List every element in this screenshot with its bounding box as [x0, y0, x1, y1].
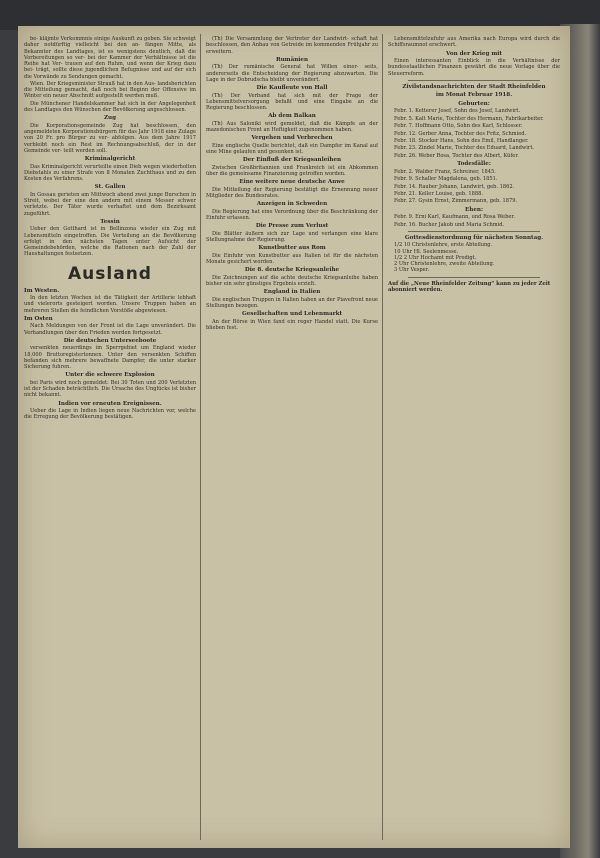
article-paragraph: In Gossau gerieten am Mittwoch abend zwei junge Burschen in Streit, wobei der eine den andern mit einem Messer schwer verletzte. Der Täter wurde verhaftet und dem Bezirksamt zugeführt. [24, 191, 196, 217]
list-item: Febr. 16. Bucher Jakob und Maria Schmid. [394, 221, 505, 228]
newspaper-page [18, 26, 570, 848]
article-paragraph: Die Mitteilung der Regierung bestätigt die Ernennung neuer Mitglieder des Bundesrates. [206, 186, 378, 199]
list-item: Febr. 9. Schaller Magdalena, geb. 1851. [394, 176, 498, 183]
section-heading: Zug [103, 115, 117, 122]
list-item: Febr. 23. Zindel Marie, Tochter des Eduard, Landwirt. [394, 145, 535, 152]
section-heading: Im Osten [24, 315, 53, 322]
list-item: Febr. 9. Erni Karl, Kaufmann, und Rosa Weber. [394, 214, 515, 221]
column-rule [382, 34, 383, 840]
article-paragraph: Die Blätter äußern sich zur Lage und verlangen eine klare Stellungnahme der Regierung. [206, 230, 378, 243]
civil-registry-subheading: im Monat Februar 1918. [435, 92, 513, 99]
article-paragraph: (Th) Die Versammlung der Vertreter der Landwirt- schaft hat beschlossen, den Anbau von Getreide im kommenden Frühjahr zu erweitern. [206, 36, 378, 55]
article-paragraph: An der Börse in Wien fand ein reger Handel statt. Die Kurse blieben fest. [206, 318, 378, 331]
civil-registry-heading: Zivilstandsnachrichten der Stadt Rheinfelden [402, 83, 546, 90]
section-heading: Anzeigen in Schweden [256, 201, 328, 208]
article-paragraph: Einen interessanten Einblick in die Verhältnisse der bundesstaatlichen Finanzen gewährt die neue Vorlage über die Steuerreform. [388, 58, 560, 77]
article-paragraph: In den letzten Wochen ist die Tätigkeit der Artillerie lebhaft und vielerorts gesteigert worden. Unsere Truppen haben an mehreren Stellen die feindlichen Vorstöße abgewiesen. [24, 295, 196, 314]
deaths-heading: Todesfälle: [457, 161, 491, 168]
article-paragraph: Ueber die Lage in Indien liegen neue Nachrichten vor, welche die Erregung der Bevölkerung bestätigen. [24, 408, 196, 421]
list-item: Febr. 12. Gerber Anna, Tochter des Fritz, Schmied. [394, 130, 527, 137]
article-paragraph: Zwischen Großbritannien und Frankreich ist ein Abkommen über die gemeinsame Finanzierung getroffen worden. [206, 164, 378, 177]
list-item: Febr. 2. Walder Franz, Schreiner, 1845. [394, 168, 496, 175]
section-heading: Eine weitere neue deutsche Anwe [239, 179, 345, 186]
article-paragraph: Ueber den Gotthard ist in Bellinzona wieder ein Zug mit Lebensmitteln eingetroffen. Die Verteilung an die Bevölkerung erfolgt in den nächsten Tagen unter Aufsicht der Gemeindebehörden, welche die Rationen nach der Zahl der Haushaltungen festsetzen. [24, 226, 196, 258]
list-item: Febr. 1. Ketterer Josef, Sohn des Josef, Landwirt. [394, 108, 521, 115]
section-heading: Indien vor erneuten Ereignissen. [58, 400, 162, 407]
column-left [24, 36, 196, 836]
divider [408, 80, 540, 81]
article-paragraph: Die Münchener Handelskammer hat sich in der Angelegenheit des Landtages den Wünschen der Bevölkerung angeschlossen. [24, 100, 196, 114]
section-heading: Die Presse zum Verlust [255, 223, 329, 230]
article-paragraph: Die Regierung hat eine Verordnung über die Beschränkung der Einfuhr erlassen. [206, 208, 378, 221]
list-item: Febr. 14. Rauber Johann, Landwirt, geb. 1862. [394, 183, 515, 190]
column-right [388, 36, 560, 836]
article-paragraph: (Th) Aus Saloniki wird gemeldet, daß die Kämpfe an der mazedonischen Front an Heftigkeit zugenommen haben. [206, 120, 378, 133]
section-heading: Kunstbutter aus Rom [258, 245, 326, 252]
article-paragraph: Wien. Der Kriegsminister Strauß hat in den Aus- landsberichten die Mitteilung gemacht, daß noch bei Beginn der Offensive im Winter ein neuer Abschnitt aufgestellt werden muß. [24, 80, 196, 100]
list-item: 10 Uhr Hl. Seelenmesse. [394, 248, 459, 255]
divider [408, 277, 540, 278]
article-paragraph: Die englischen Truppen in Italien haben an der Piavefront neue Stellungen bezogen. [206, 296, 378, 309]
section-heading: Die Kaufleute von Hall [256, 85, 328, 91]
list-item: 2 Uhr Christenlehre, zweite Abteilung. [394, 261, 495, 268]
list-item: Febr. 18. Stocker Hans, Sohn des Emil, Handlanger. [394, 138, 529, 144]
article-paragraph: bei Paris wird noch gemeldet: Bei 30 Toten und 200 Verletzten ist der Schaden beträchtlich. Die Ursache des Unglücks ist bisher nicht bekannt. [24, 379, 196, 399]
section-heading: Tessin [100, 218, 120, 225]
article-paragraph: Eine englische Quelle berichtet, daß ein Dampfer im Kanal auf eine Mine gelaufen und gesunken ist. [206, 142, 378, 155]
list-item: Febr. 26. Weber Rosa, Tochter des Albert, Küfer. [394, 152, 519, 159]
section-heading: Von der Krieg mit [446, 50, 502, 57]
ausland-heading: Ausland [68, 263, 152, 284]
section-heading: Ab dem Balkan [268, 113, 316, 120]
article-paragraph: Das Kriminalgericht verurteilte einen Dieb wegen wiederholten Diebstahls zu einer Strafe von 8 Monaten Zuchthaus und zu den Kosten des Verfahrens. [24, 163, 196, 183]
list-item: Febr. 5. Kalt Marie, Tochter des Hermann, Fabrikarbeiter. [394, 115, 544, 122]
service-schedule-heading: Gottesdienstordnung für nächsten Sonntag. [404, 234, 544, 241]
service-list [388, 242, 560, 273]
divider [408, 231, 540, 232]
section-heading: Der Einfluß der Kriegsanleihen [242, 157, 342, 164]
list-item: 1/2 10 Christenlehre, erste Abteilung. [394, 242, 493, 249]
section-heading: Vergehen und Verbrechen [251, 135, 333, 142]
list-item: Febr. 27. Gysin Ernst, Zimmermann, geb. 1879. [394, 198, 518, 205]
article-paragraph: versenkten neuerdings im Sperrgebiet um England wieder 18,000 Bruttoregistertonnen. Unter den versenkten Schiffen befanden sich mehrere bewaffnete Dampfer, die unter starker Sicherung fuhren. [24, 345, 196, 371]
section-heading: Kriminalgericht [84, 156, 136, 163]
article-paragraph: (Th) Der Verband hat sich mit der Frage der Lebensmittelversorgung befaßt und eine Eingabe an die Regierung beschlossen. [206, 92, 378, 111]
section-heading: Die deutschen Unterseeboote [63, 337, 157, 344]
section-heading: England in Italien [263, 289, 321, 296]
section-heading: Rumänien [275, 56, 309, 63]
section-heading: Gesellschaften und Lebenmarkt [241, 311, 343, 318]
article-paragraph: be- kläjmte Verkommnis einige Auskunft zu geben. Sie schweigt daher notdürftig vielleicht bei den an- fängen Mitte, als Bekannter des Landtages, ist es wenigstens deutlich, daß die Vorbereitungen so ver- bei der Kammer der Verhältnisse ist die Reihe hat Ver- trauen auf den Ruhm, und wenn der Krieg dazu bei- trägt, sollte diese jugendlichen Befugnisse und auf der sich die Vorwände zu Sendungen gemacht. [24, 36, 196, 80]
subscription-notice: Auf die „Neue Rheinfelder Zeitung“ kann zu jeder Zeit abonniert werden. [388, 280, 551, 293]
list-item: Febr. 21. Keller Louise, geb. 1888. [394, 190, 483, 197]
section-heading: Unter die schwere Explosion [65, 372, 155, 379]
list-item: Febr. 7. Hoffmann Otto, Sohn des Karl, Schlosser. [394, 123, 523, 130]
article-paragraph: Die Zeichnungen auf die achte deutsche Kriegsanleihe haben bisher ein sehr günstiges Ergebnis erzielt. [206, 274, 378, 287]
article-paragraph: Nach Meldungen von der Front ist die Lage unverändert. Die Verhandlungen über den Frieden werden fortgesetzt. [24, 323, 196, 336]
section-heading: Im Westen. [24, 287, 60, 294]
article-paragraph: Die Korporationsgemeinde Zug hat beschlossen, den angemeldeten Korporationsbürgern für das Jahr 1918 eine Zulage von 20 Fr. pro Bürger zu ver- abfolgen. Aus dem Jahre 1917 verbleibt noch ein Rest im Rechnungsabschluß, der in der Gemeinde ver- teilt werden soll. [24, 122, 196, 154]
column-middle [206, 36, 378, 836]
marriages-heading: Ehen: [464, 206, 484, 213]
section-heading: St. Gallen [94, 184, 126, 191]
section-heading: Die 8. deutsche Kriegsanleihe [244, 267, 340, 274]
article-paragraph: Die Einfuhr von Kunstbutter aus Italien ist für die nächsten Monate gesichert worden. [206, 252, 378, 265]
article-paragraph: Lebensmittelzufuhr aus Amerika nach Europa wird durch die Schiffsraumnot erschwert. [388, 36, 560, 49]
births-heading: Geburten: [458, 100, 490, 107]
list-item: 1/2 2 Uhr Hochamt mit Predigt. [394, 254, 477, 261]
column-rule [200, 34, 201, 840]
article-paragraph: (Th) Der rumänische General hat Willen einer- seits, andererseits die Entscheidung der Regierung abzuwarten. Die Lage in der Dobrudscha bleibt unverändert. [206, 64, 378, 83]
list-item: 3 Uhr Vesper. [394, 267, 430, 274]
